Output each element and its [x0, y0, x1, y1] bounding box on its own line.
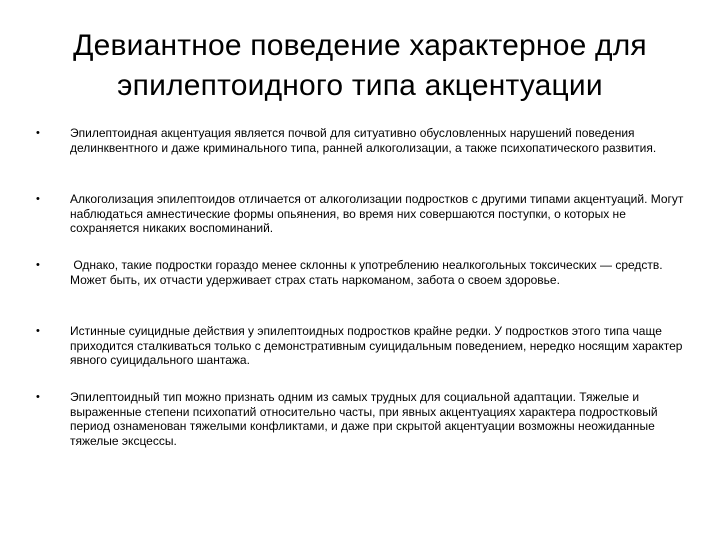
bullet-icon: • — [36, 325, 40, 337]
list-item — [0, 390, 684, 448]
bullet-icon: • — [36, 127, 40, 139]
bullet-list — [0, 126, 720, 448]
bullet-text: Эпилептоидный тип можно признать одним из самых трудных для социальной адаптации. Тяжелые и выраженные степени психопатий относительно часты, при явных акцентуациях характера подростковый период ознаменован тяжелыми конфликтами, и даже при скрытой акцентуации возможны неожиданные тяжелые эксцессы. — [70, 390, 658, 448]
list-item — [0, 324, 684, 368]
bullet-text: Алкоголизация эпилептоидов отличается от алкоголизации подростков с другими типами акцентуаций. Могут наблюдаться амнестические формы опьянения, во время них совершаются поступки, о которых не сохраняется никаких воспоминаний. — [70, 192, 684, 236]
slide-title: Девиантное поведение характерное для эпилептоидного типа акцентуации — [73, 29, 647, 102]
bullet-icon: • — [36, 193, 40, 205]
bullet-text: Эпилептоидная акцентуация является почвой для ситуативно обусловленных нарушений поведения делинквентного и даже криминального типа, ранней алкоголизации, а также психопатического развития. — [70, 126, 657, 155]
bullet-text: Однако, такие подростки гораздо менее склонны к употреблению неалкогольных токсических — средств. Может быть, их отчасти удерживает страх стать наркоманом, забота о своем здоровье. — [70, 258, 666, 287]
bullet-icon: • — [36, 391, 40, 403]
bullet-text: Истинные суицидные действия у эпилептоидных подростков крайне редки. У подростков этого типа чаще приходится сталкиваться только с демонстративным суицидальным поведением, нередко носящим характер явного суицидального шантажа. — [70, 324, 683, 368]
list-item — [0, 258, 684, 302]
bullet-icon: • — [36, 259, 40, 271]
list-item — [0, 192, 684, 236]
list-item — [0, 126, 684, 170]
